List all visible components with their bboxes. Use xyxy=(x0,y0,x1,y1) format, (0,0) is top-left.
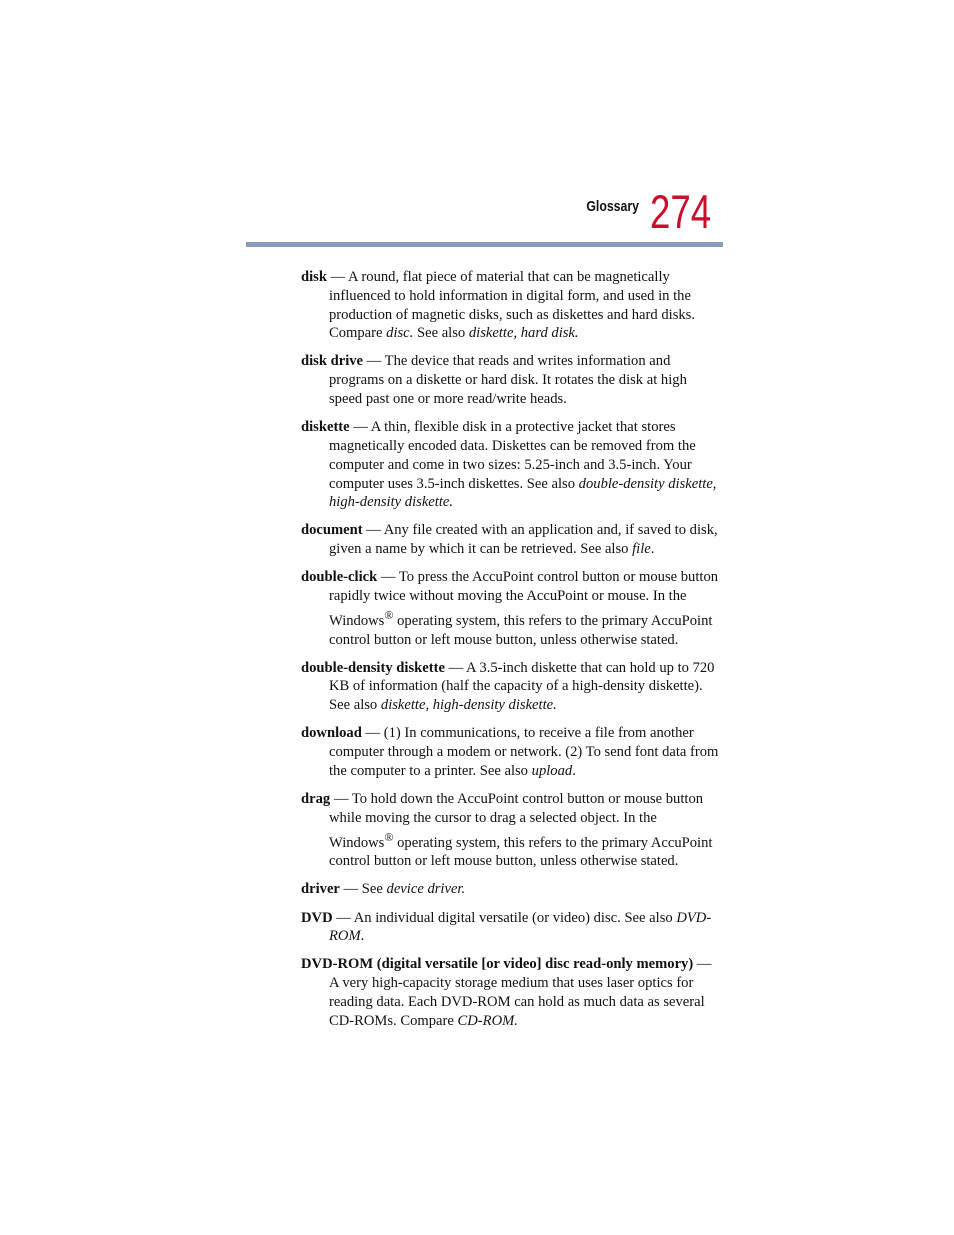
registered-mark: ® xyxy=(384,607,394,622)
glossary-entry-download xyxy=(301,724,723,780)
glossary-entry-double-click xyxy=(301,568,723,649)
entry-definition-cont: See also xyxy=(413,325,469,342)
entry-punctuation: . xyxy=(572,762,576,779)
entry-reference: diskette, high-density diskette. xyxy=(380,697,557,714)
entry-term: DVD xyxy=(301,909,333,926)
entry-term: double-density diskette xyxy=(301,659,445,676)
entry-definition: — A 3.5-inch diskette that can hold up to 720 KB of information (half the capacity of a high-density diskette). See also xyxy=(329,659,715,714)
entry-term: double-click xyxy=(301,569,378,586)
glossary-entry-disk xyxy=(301,268,723,343)
entry-punctuation: . xyxy=(360,928,365,945)
entry-definition: — A round, flat piece of material that can be magnetically influenced to hold information in digital form, and used in the production of magnetic disks, such as diskettes and hard disks. Compare xyxy=(326,269,695,342)
entry-definition: — The device that reads and writes information and programs on a diskette or hard disk. It rotates the disk at high speed past one or more read/write heads. xyxy=(329,353,687,408)
entry-definition: — See xyxy=(339,881,387,898)
entry-reference: disc. xyxy=(386,325,414,342)
glossary-entry-disk-drive xyxy=(301,352,723,408)
entry-reference: file xyxy=(632,541,651,558)
entry-term: download xyxy=(301,725,362,742)
entry-reference: DVD-ROM xyxy=(329,909,712,945)
entry-definition-cont: operating system, this refers to the primary AccuPoint control button or left mouse button, unless otherwise stated. xyxy=(329,834,713,870)
section-title: Glossary xyxy=(586,198,639,215)
entry-term: disk drive xyxy=(301,353,364,370)
entry-term: driver xyxy=(301,881,340,898)
entry-definition: — An individual digital versatile (or video) disc. See also xyxy=(332,909,677,926)
glossary-entry-double-density-diskette xyxy=(301,659,723,715)
entry-reference: double-density diskette, high-density diskette. xyxy=(329,475,717,511)
entry-term: DVD-ROM (digital versatile [or video] disc read-only memory) xyxy=(301,956,694,973)
entry-definition: — Any file created with an application and, if saved to disk, given a name by which it can be retrieved. See also xyxy=(329,522,718,558)
entry-definition: — (1) In communications, to receive a file from another computer through a modem or network. (2) To send font data from the computer to a printer. See also xyxy=(329,725,719,779)
entry-term: diskette xyxy=(301,419,350,436)
glossary-entries xyxy=(301,268,723,1040)
glossary-entry-dvd xyxy=(301,909,723,947)
entry-reference: CD-ROM. xyxy=(457,1012,518,1029)
page-number: 274 xyxy=(650,185,712,238)
entry-term: document xyxy=(301,522,363,539)
entry-punctuation: . xyxy=(650,541,655,558)
entry-definition-cont: operating system, this refers to the primary AccuPoint control button or left mouse button, unless otherwise stated. xyxy=(329,612,713,648)
entry-definition: — A very high-capacity storage medium that uses laser optics for reading data. Each DVD-ROM can hold as much data as several CD-ROMs. Compare xyxy=(329,956,712,1029)
glossary-entry-diskette xyxy=(301,418,723,512)
entry-term: drag xyxy=(301,791,331,808)
entry-reference: device driver. xyxy=(386,881,466,898)
entry-definition: — A thin, flexible disk in a protective jacket that stores magnetically encoded data. Diskettes can be removed from the computer and come in two sizes: 5.25-inch and 3.5-inch. Your computer uses 3.5-inch diskettes. See also xyxy=(329,419,696,492)
registered-mark: ® xyxy=(384,829,394,844)
entry-definition: — To press the AccuPoint control button or mouse button rapidly twice without moving the AccuPoint or mouse. In the Windows xyxy=(329,569,719,629)
entry-term: disk xyxy=(301,269,327,285)
glossary-entry-drag xyxy=(301,790,723,871)
entry-reference: diskette, hard disk. xyxy=(468,325,579,342)
glossary-entry-dvd-rom xyxy=(301,955,723,1030)
entry-definition: — To hold down the AccuPoint control button or mouse button while moving the cursor to drag a selected object. In the Windows xyxy=(329,791,704,851)
header-divider xyxy=(246,242,723,247)
glossary-entry-document xyxy=(301,521,723,559)
entry-reference: upload xyxy=(531,762,573,779)
glossary-entry-driver xyxy=(301,880,723,899)
